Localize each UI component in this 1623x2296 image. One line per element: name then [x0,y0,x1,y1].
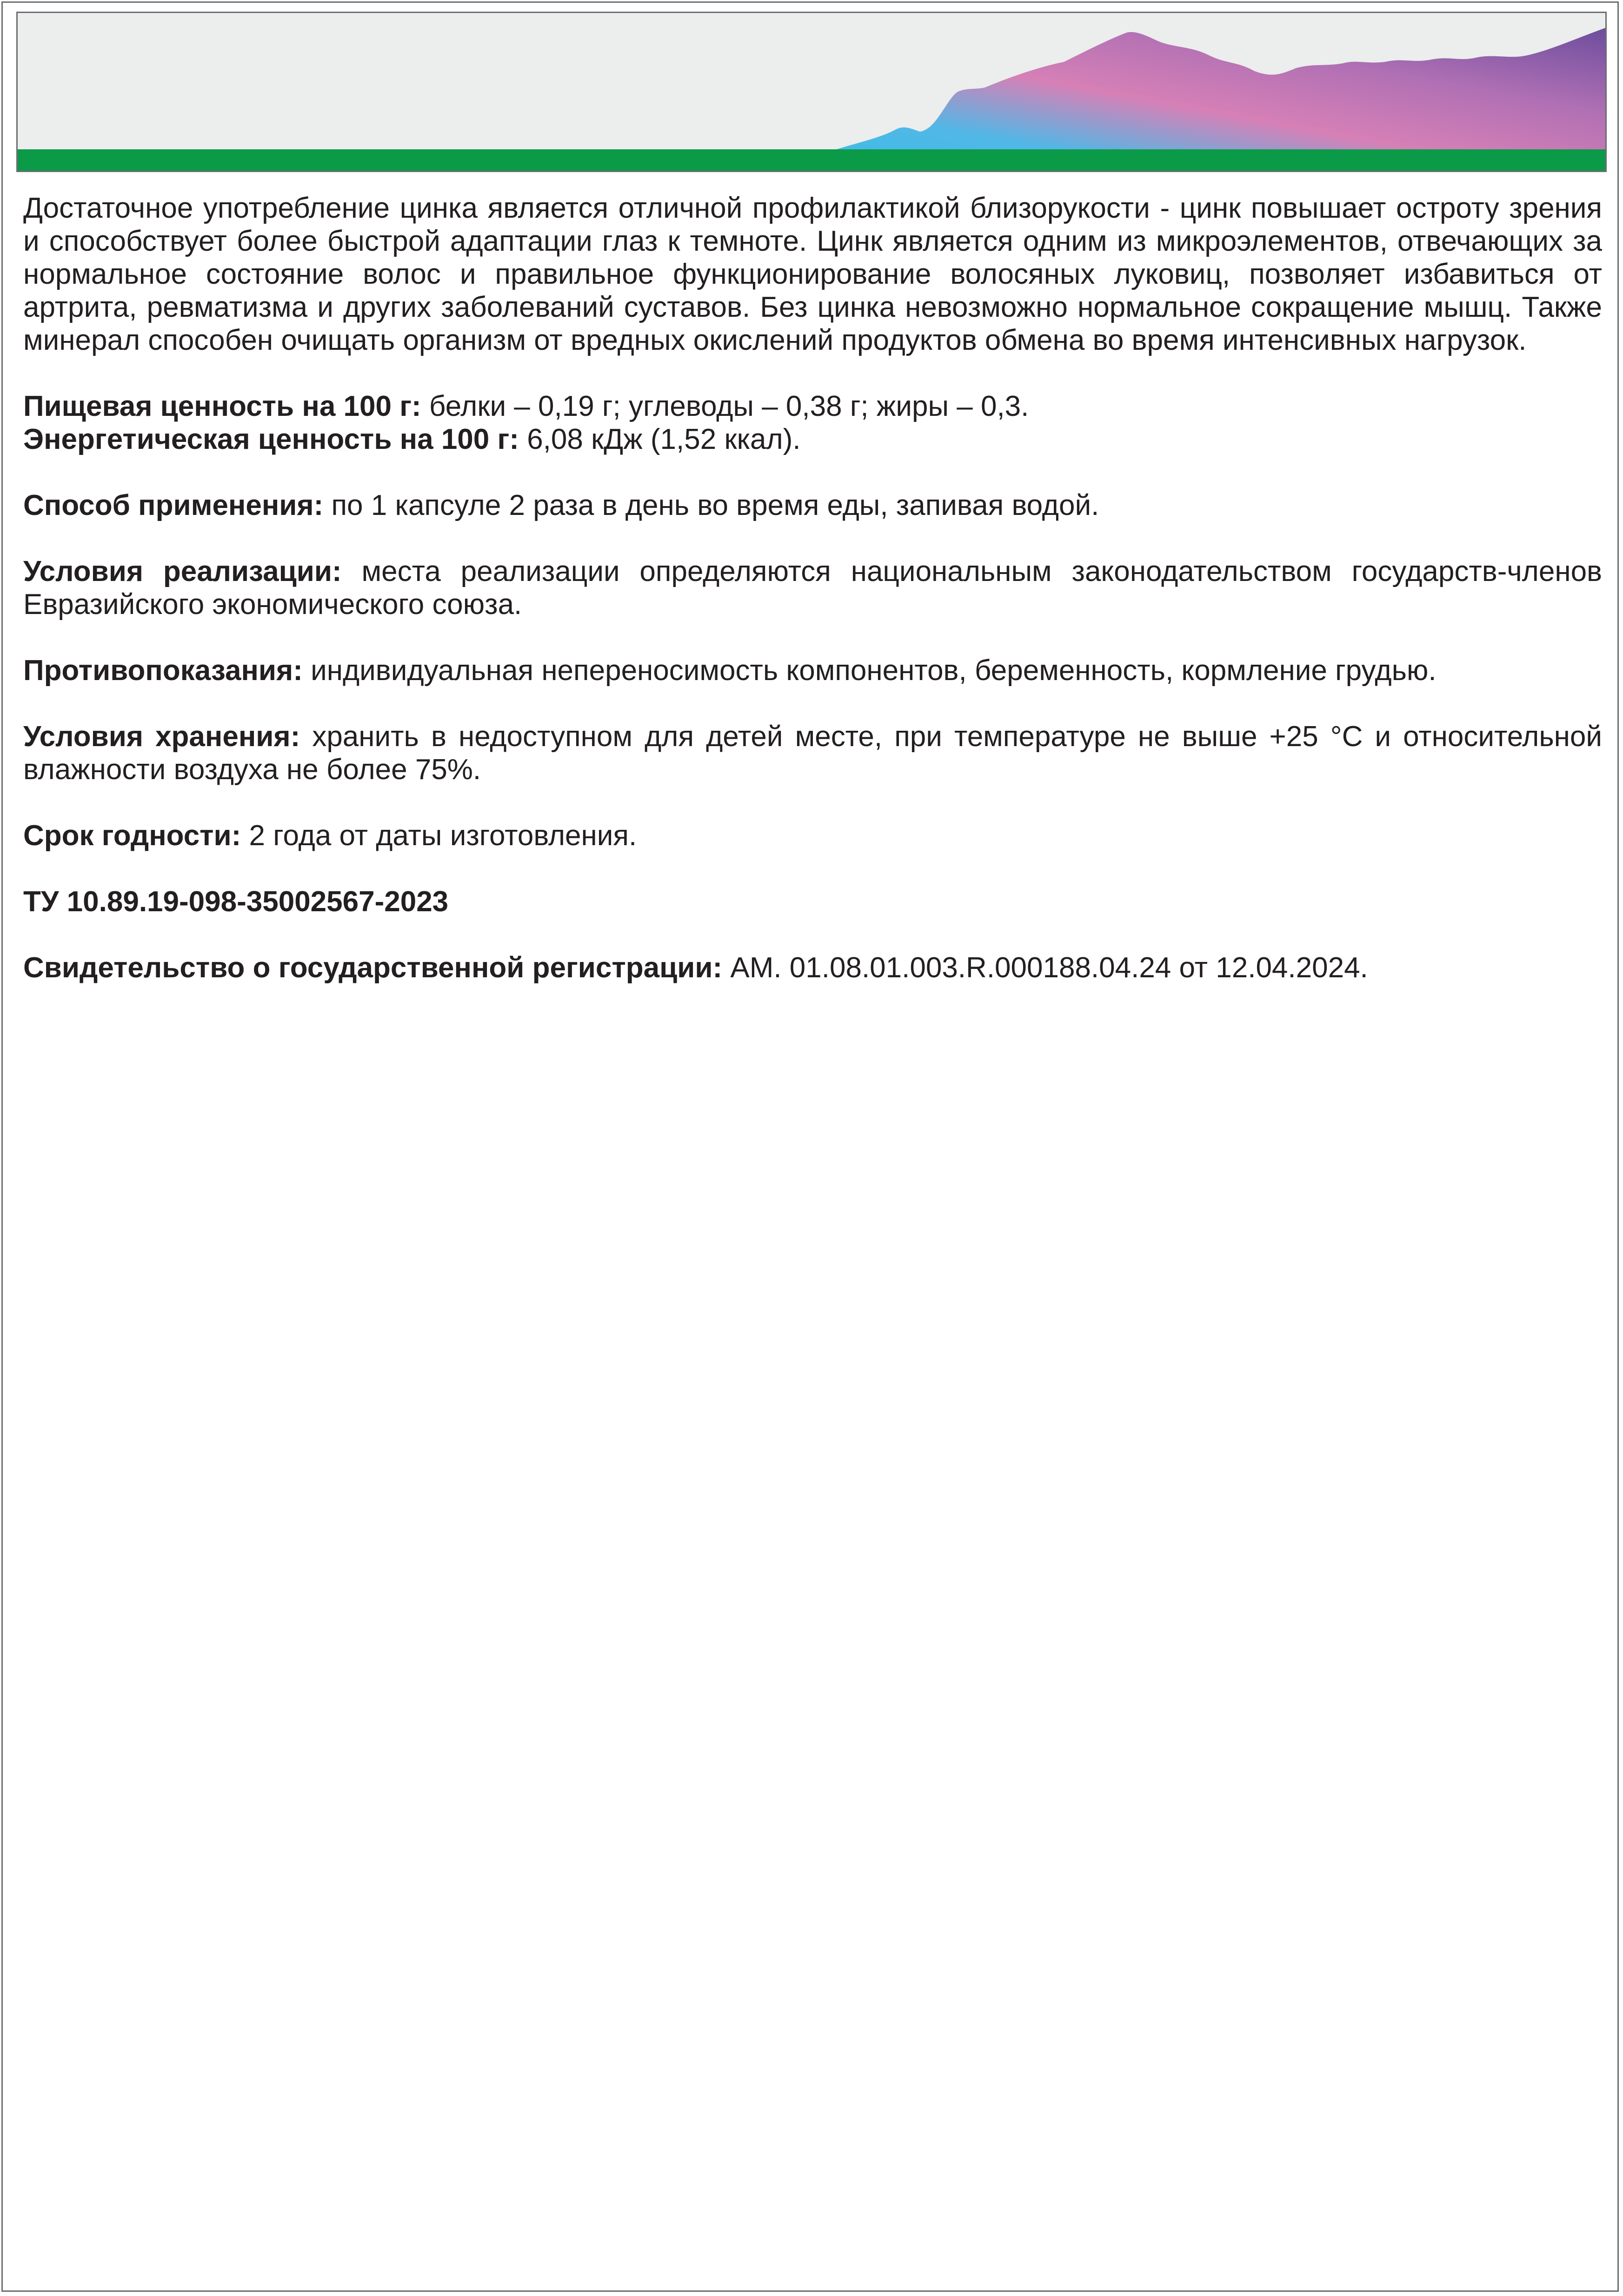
usage-label: Способ применения: [23,489,324,521]
mountain-illustration [18,13,1605,171]
sale-conditions-value: места реализации определяются национальным законодательством государств-членов Евразийского экономического союза. [23,555,1602,621]
energy-label: Энергетическая ценность на 100 г: [23,423,519,455]
sale-conditions-line [23,555,1602,621]
intro-paragraph: Достаточное употребление цинка является отличной профилактикой близорукости - цинк повышает остроту зрения и способствует более быстрой адаптации глаз к темноте. Цинк является одним из микроэлементов, отвечающих за нормальное состояние волос и правильное функционирование волосяных луковиц, позволяет избавиться от артрита, ревматизма и других заболеваний суставов. Без цинка невозможно нормальное сокращение мышц. Также минерал способен очищать организм от вредных окислений продуктов обмена во время интенсивных нагрузок. [23,192,1602,356]
contraindications-line [23,654,1602,687]
sale-conditions-label: Условия реализации: [23,555,342,587]
nutrition-label: Пищевая ценность на 100 г: [23,390,421,422]
registration-line [23,951,1602,984]
usage-line [23,489,1602,522]
tu-line [23,885,1602,918]
energy-line [23,423,1602,456]
nutrition-line [23,390,1602,423]
storage-label: Условия хранения: [23,721,300,753]
header-banner [16,12,1607,172]
contraindications-value: индивидуальная непереносимость компонентов, беременность, кормление грудью. [302,654,1437,687]
registration-value: АМ. 01.08.01.003.R.000188.04.24 от 12.04.2024. [722,952,1368,984]
contraindications-label: Противопоказания: [23,654,303,687]
registration-label: Свидетельство о государственной регистрации: [23,952,723,984]
tu-label: ТУ 10.89.19-098-35002567-2023 [23,886,449,918]
nutrition-value: белки – 0,19 г; углеводы – 0,38 г; жиры – 0,3. [421,390,1029,422]
green-stripe [18,149,1605,171]
usage-value: по 1 капсуле 2 раза в день во время еды, запивая водой. [323,489,1099,521]
energy-value: 6,08 кДж (1,52 ккал). [519,423,801,455]
shelf-life-line [23,819,1602,852]
shelf-life-value: 2 года от даты изготовления. [241,820,637,852]
shelf-life-label: Срок годности: [23,820,241,852]
product-description [23,192,1602,984]
storage-value: хранить в недоступном для детей месте, при температуре не выше +25 °C и относительной влажности воздуха не более 75%. [23,721,1602,786]
storage-line [23,720,1602,786]
